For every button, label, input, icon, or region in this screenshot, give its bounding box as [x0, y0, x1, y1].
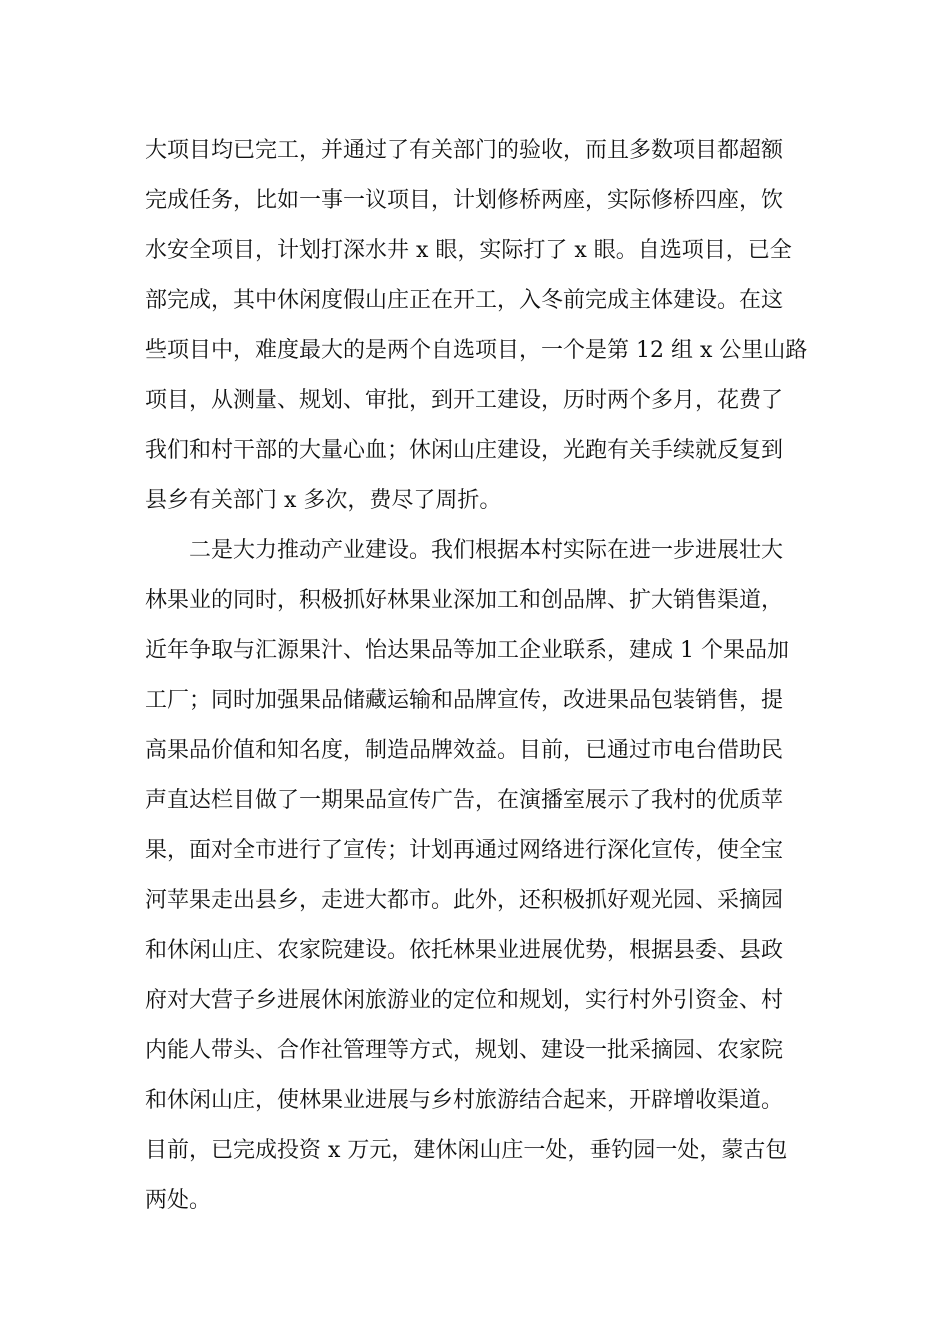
text-line: 目前，已完成投资 x 万元，建休闲山庄一处，垂钓园一处，蒙古包 — [145, 1138, 788, 1163]
text-line: 部完成，其中休闲度假山庄正在开工，入冬前完成主体建设。在这 — [145, 288, 784, 313]
text-line: 内能人带头、合作社管理等方式，规划、建设一批采摘园、农家院 — [145, 1038, 784, 1063]
text-line: 和休闲山庄，使林果业进展与乡村旅游结合起来，开辟增收渠道。 — [145, 1088, 784, 1113]
text-line: 完成任务，比如一事一议项目，计划修桥两座，实际修桥四座，饮 — [145, 188, 784, 213]
text-line: 河苹果走出县乡，走进大都市。此外，还积极抓好观光园、采摘园 — [145, 888, 784, 913]
text-line: 府对大营子乡进展休闲旅游业的定位和规划，实行村外引资金、村 — [145, 988, 784, 1013]
text-line: 两处。 — [145, 1188, 212, 1213]
text-line: 和休闲山庄、农家院建设。依托林果业进展优势，根据县委、县政 — [145, 938, 784, 963]
text-line: 果，面对全市进行了宣传；计划再通过网络进行深化宣传，使全宝 — [145, 838, 784, 863]
text-line: 林果业的同时，积极抓好林果业深加工和创品牌、扩大销售渠道， — [145, 588, 784, 613]
text-line: 声直达栏目做了一期果品宣传广告，在演播室展示了我村的优质苹 — [145, 788, 784, 813]
text-line: 大项目均已完工，并通过了有关部门的验收，而且多数项目都超额 — [145, 138, 784, 163]
text-line: 高果品价值和知名度，制造品牌效益。目前，已通过市电台借助民 — [145, 738, 784, 763]
text-line: 水安全项目，计划打深水井 x 眼，实际打了 x 眼。自选项目，已全 — [145, 238, 792, 263]
text-line: 项目，从测量、规划、审批，到开工建设，历时两个多月，花费了 — [145, 388, 784, 413]
text-line: 我们和村干部的大量心血；休闲山庄建设，光跑有关手续就反复到 — [145, 438, 784, 463]
text-line: 些项目中，难度最大的是两个自选项目，一个是第 12 组 x 公里山路 — [145, 338, 808, 363]
text-line: 二是大力推动产业建设。我们根据本村实际在进一步进展壮大 — [189, 538, 784, 563]
text-line: 工厂；同时加强果品储藏运输和品牌宣传，改进果品包装销售，提 — [145, 688, 784, 713]
text-line: 县乡有关部门 x 多次，费尽了周折。 — [145, 488, 502, 513]
text-line: 近年争取与汇源果汁、怡达果品等加工企业联系，建成 1 个果品加 — [145, 638, 789, 663]
